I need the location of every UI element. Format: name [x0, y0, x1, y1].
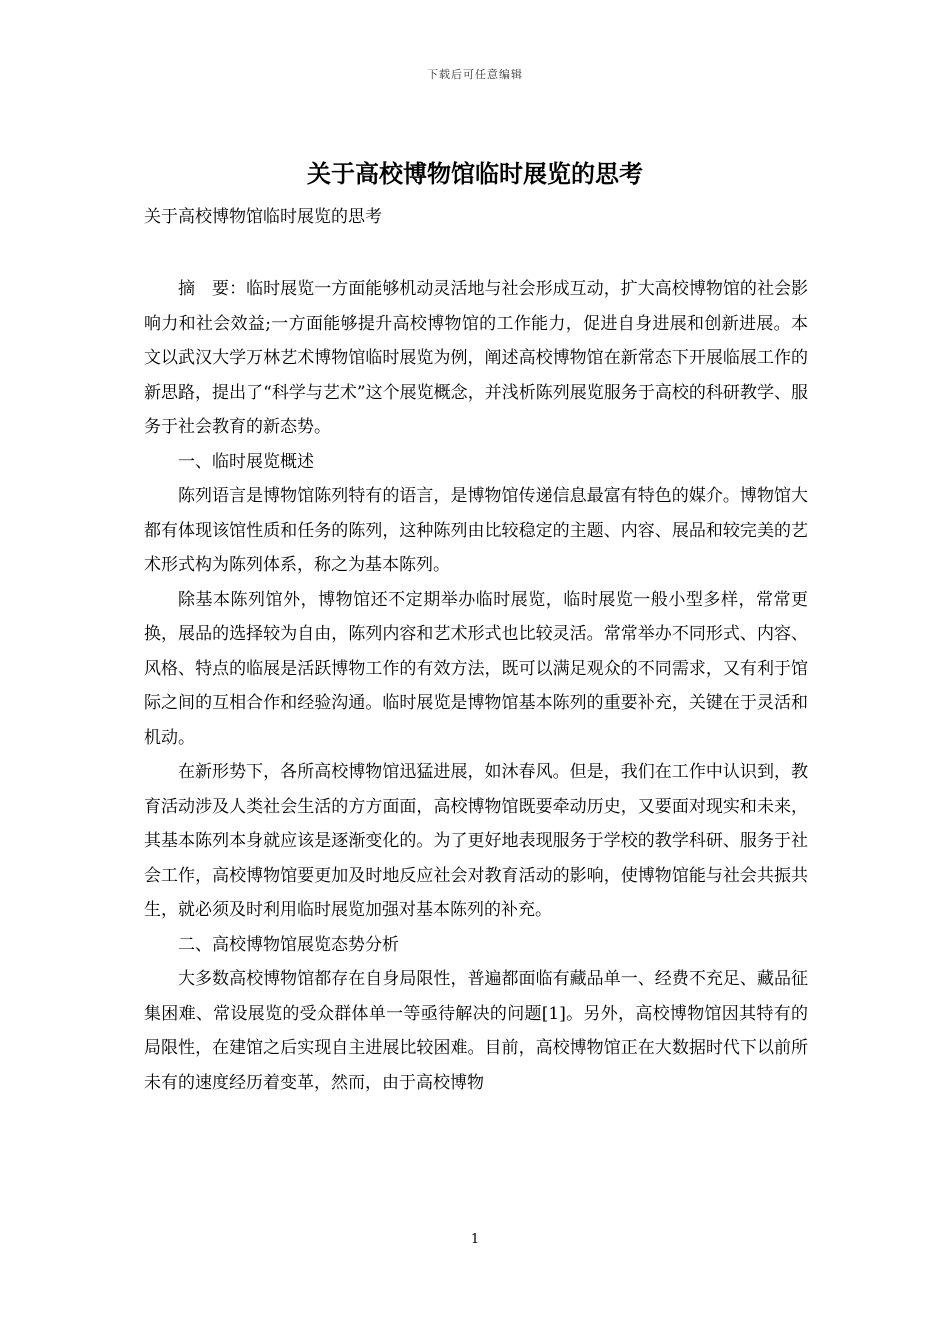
body-paragraph: 除基本陈列馆外，博物馆还不定期举办临时展览，临时展览一般小型多样，常常更换，展品的选择较为自由，陈列内容和艺术形式也比较灵活。常常举办不同形式、内容、风格、特点的临展是活跃博物工作的有效方法，既可以满足观众的不同需求，又有利于馆际之间的互相合作和经验沟通。临时展览是博物馆基本陈列的重要补充，关键在于灵活和机动。 — [144, 589, 808, 748]
document-title: 关于高校博物馆临时展览的思考 — [307, 159, 643, 188]
body-paragraph: 陈列语言是博物馆陈列特有的语言，是博物馆传递信息最富有特色的媒介。博物馆大都有体现该馆性质和任务的陈列，这种陈列由比较稳定的主题、内容、展品和较完美的艺术形式构为陈列体系，称之为基本陈列。 — [144, 486, 808, 575]
section-heading-2: 二、高校博物馆展览态势分析 — [178, 934, 399, 955]
page-number: 1 — [470, 1232, 480, 1247]
abstract-paragraph: 摘 要：临时展览一方面能够机动灵活地与社会形成互动，扩大高校博物馆的社会影响力和社会效益;一方面能够提升高校博物馆的工作能力，促进自身进展和创新进展。本文以武汉大学万林艺术博物馆临时展览为例，阐述高校博物馆在新常态下开展临展工作的新思路，提出了“科学与艺术”这个展览概念，并浅析陈列展览服务于高校的科研教学、服务于社会教育的新态势。 — [144, 279, 808, 437]
document-body — [144, 272, 808, 1100]
section-heading-1: 一、临时展览概述 — [178, 451, 314, 472]
body-paragraph: 大多数高校博物馆都存在自身局限性，普遍都面临有藏品单一、经费不充足、藏品征集困难、常设展览的受众群体单一等亟待解决的问题[1]。另外，高校博物馆因其特有的局限性，在建馆之后实现自主进展比较困难。目前，高校博物馆正在大数据时代下以前所未有的速度经历着变革，然而，由于高校博物 — [144, 969, 808, 1093]
page-header: 下载后可任意编辑 — [427, 68, 523, 81]
body-paragraph: 在新形势下，各所高校博物馆迅猛进展，如沐春风。但是，我们在工作中认识到，教育活动涉及人类社会生活的方方面面，高校博物馆既要牵动历史，又要面对现实和未来，其基本陈列本身就应该是逐渐变化的。为了更好地表现服务于学校的教学科研、服务于社会工作，高校博物馆要更加及时地反应社会对教育活动的影响，使博物馆能与社会共振共生，就必须及时利用临时展览加强对基本陈列的补充。 — [144, 762, 808, 920]
document-subtitle: 关于高校博物馆临时展览的思考 — [144, 207, 382, 227]
